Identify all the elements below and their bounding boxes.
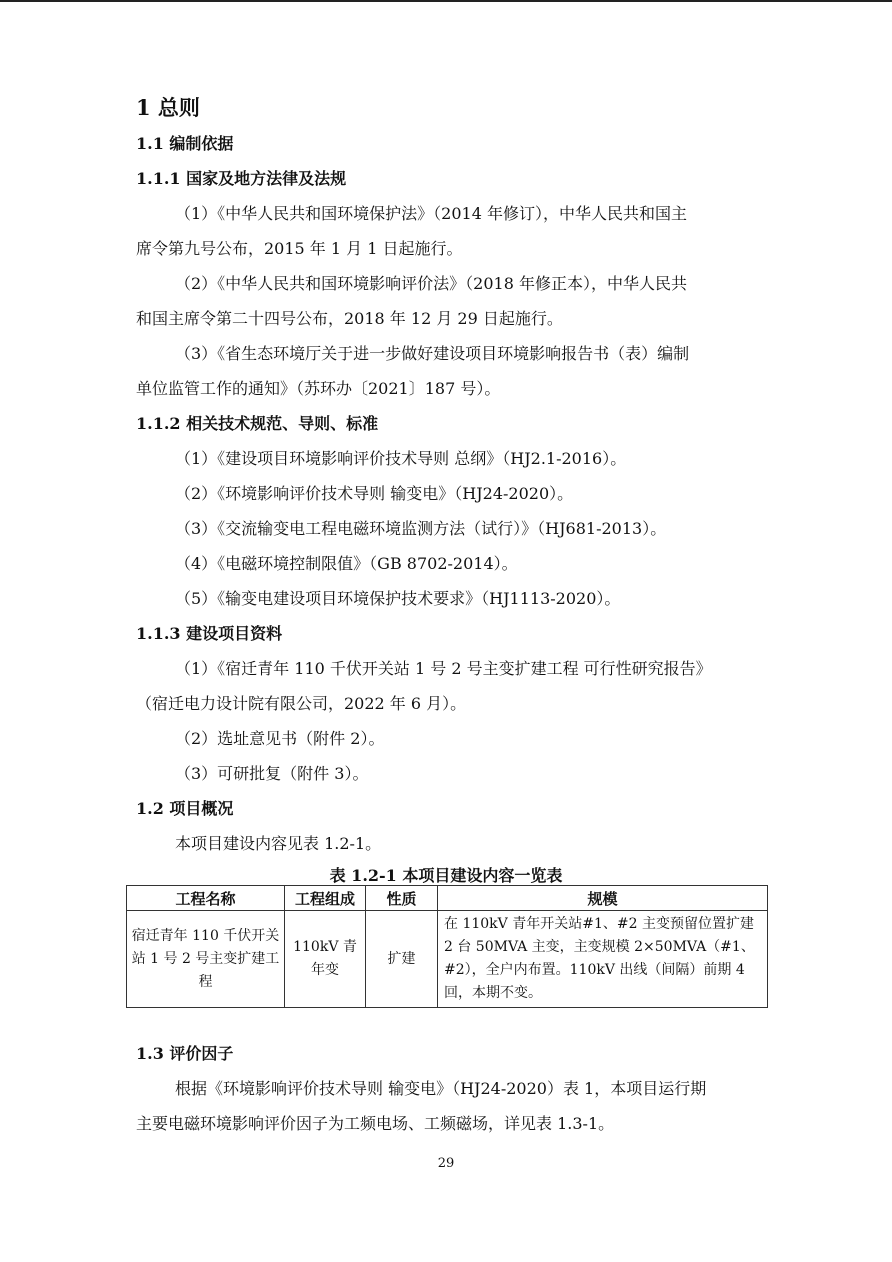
cell-component: 110kV 青年变 bbox=[285, 911, 366, 1008]
header-scale: 规模 bbox=[438, 886, 768, 911]
law-item-1-line2: 席令第九号公布，2015 年 1 月 1 日起施行。 bbox=[136, 239, 463, 258]
law-item-3-line1: （3）《省生态环境厅关于进一步做好建设项目环境影响报告书（表）编制 bbox=[175, 344, 690, 363]
section-heading-1-2: 1.2 项目概况 bbox=[136, 799, 234, 818]
section-heading-1-3: 1.3 评价因子 bbox=[136, 1044, 234, 1063]
page-number: 29 bbox=[437, 1156, 455, 1171]
standard-item-4: （4）《电磁环境控制限值》（GB 8702-2014）。 bbox=[175, 554, 518, 573]
law-item-2-line2: 和国主席令第二十四号公布，2018 年 12 月 29 日起施行。 bbox=[136, 309, 563, 328]
table-row bbox=[127, 911, 768, 1008]
header-project-name: 工程名称 bbox=[127, 886, 285, 911]
factor-text-line1: 根据《环境影响评价技术导则 输变电》（HJ24-2020）表 1，本项目运行期 bbox=[175, 1079, 707, 1098]
cell-scale: 在 110kV 青年开关站#1、#2 主变预留位置扩建 2 台 50MVA 主变，主变规模 2×50MVA（#1、#2），全户内布置。110kV 出线（间隔）前期 4 回，本期不变。 bbox=[438, 911, 768, 1008]
chapter-title: 1 总则 bbox=[136, 95, 200, 120]
law-item-3-line2: 单位监管工作的通知》（苏环办〔2021〕187 号）。 bbox=[136, 379, 501, 398]
section-heading-1-1-3: 1.1.3 建设项目资料 bbox=[136, 624, 283, 643]
project-doc-1-line2: （宿迁电力设计院有限公司，2022 年 6 月）。 bbox=[136, 694, 467, 713]
standard-item-3: （3）《交流输变电工程电磁环境监测方法（试行）》（HJ681-2013）。 bbox=[175, 519, 667, 538]
project-doc-2: （2）选址意见书（附件 2）。 bbox=[175, 729, 385, 748]
law-item-1-line1: （1）《中华人民共和国环境保护法》（2014 年修订），中华人民共和国主 bbox=[175, 204, 687, 223]
project-doc-1-line1: （1）《宿迁青年 110 千伏开关站 1 号 2 号主变扩建工程 可行性研究报告》 bbox=[175, 659, 712, 678]
cell-nature: 扩建 bbox=[366, 911, 438, 1008]
table-caption: 表 1.2-1 本项目建设内容一览表 bbox=[329, 866, 563, 885]
table-header-row bbox=[127, 886, 768, 911]
factor-text-line2: 主要电磁环境影响评价因子为工频电场、工频磁场，详见表 1.3-1。 bbox=[136, 1114, 615, 1133]
standard-item-5: （5）《输变电建设项目环境保护技术要求》（HJ1113-2020）。 bbox=[175, 589, 621, 608]
section-heading-1-1: 1.1 编制依据 bbox=[136, 134, 234, 153]
overview-text: 本项目建设内容见表 1.2-1。 bbox=[175, 834, 382, 853]
section-heading-1-1-1: 1.1.1 国家及地方法律及法规 bbox=[136, 169, 347, 188]
project-content-table bbox=[126, 885, 768, 1008]
cell-project-name: 宿迁青年 110 千伏开关站 1 号 2 号主变扩建工程 bbox=[127, 911, 285, 1008]
section-heading-1-1-2: 1.1.2 相关技术规范、导则、标准 bbox=[136, 414, 379, 433]
standard-item-1: （1）《建设项目环境影响评价技术导则 总纲》（HJ2.1-2016）。 bbox=[175, 449, 627, 468]
project-doc-3: （3）可研批复（附件 3）。 bbox=[175, 764, 369, 783]
header-nature: 性质 bbox=[366, 886, 438, 911]
law-item-2-line1: （2）《中华人民共和国环境影响评价法》（2018 年修正本），中华人民共 bbox=[175, 274, 687, 293]
standard-item-2: （2）《环境影响评价技术导则 输变电》（HJ24-2020）。 bbox=[175, 484, 574, 503]
header-component: 工程组成 bbox=[285, 886, 366, 911]
